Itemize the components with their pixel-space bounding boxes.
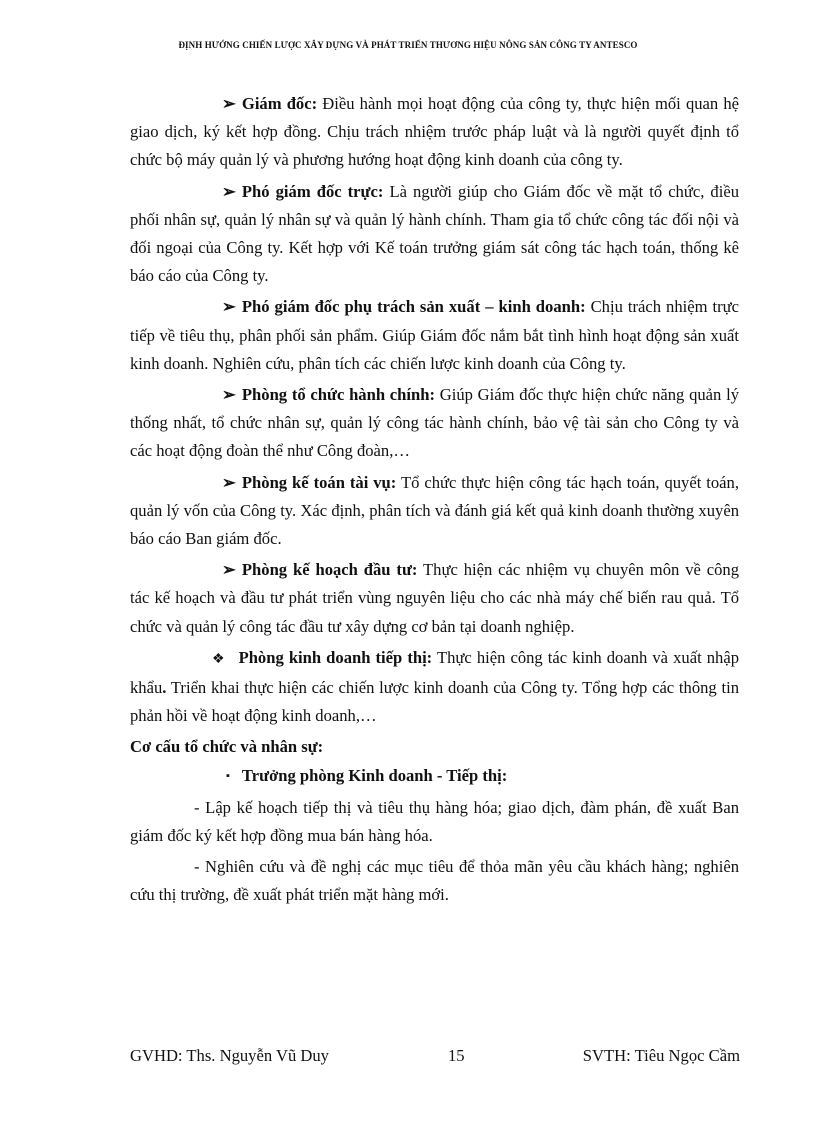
footer-student: SVTH: Tiêu Ngọc Cầm <box>582 1046 740 1065</box>
role-term: Phòng kế hoạch đầu tư: <box>241 560 418 580</box>
role-description: Điều hành mọi hoạt động của công ty, thực hiện mối quan hệ giao dịch, ký kết hợp đồng. Chịu trách nhiệm trước pháp luật và là người quyết định tổ chức bộ máy quản lý và phương hướng hoạt động kinh doanh của công ty. <box>130 94 740 170</box>
section-heading: Cơ cấu tổ chức và nhân sự: <box>130 737 324 757</box>
footer-supervisor: GVHD: Ths. Nguyễn Vũ Duy <box>130 1046 329 1065</box>
marketing-period: . <box>162 678 167 698</box>
arrow-bullet-icon: ➢ <box>222 94 236 113</box>
role-description: Thực hiện các nhiệm vụ chuyên môn về công tác kế hoạch và đầu tư phát triển vùng nguyên liệu cho các nhà máy chế biến rau quả. Tổ chức và quản lý công tác đầu tư xây dựng cơ bản tại doanh nghiệp. <box>130 560 739 636</box>
arrow-bullet-icon: ➢ <box>222 297 236 317</box>
marketing-term: Phòng kinh doanh tiếp thị: <box>238 647 433 667</box>
arrow-bullet-icon: ➢ <box>222 181 236 201</box>
subsection-heading <box>130 762 739 792</box>
role-term: Phó giám đốc trực: <box>241 181 384 201</box>
role-paragraph <box>130 293 739 378</box>
page-body <box>130 90 739 913</box>
duty-item: - Nghiên cứu và đề nghị các mục tiêu để thỏa mãn yêu cầu khách hàng; nghiên cứu thị trường, đề xuất phát triển mặt hàng mới. <box>130 857 739 905</box>
role-term: Phòng tổ chức hành chính: <box>241 385 435 405</box>
arrow-bullet-icon: ➢ <box>222 385 236 405</box>
marketing-description-start: Thực hiện công tác kinh doanh và xuất nhập khẩu <box>130 647 739 698</box>
marketing-description-end: Triển khai thực hiện các chiến lược kinh doanh của Công ty. Tổng hợp các thông tin phản hồi về hoạt động kinh doanh,… <box>130 678 739 726</box>
diamond-bullet-icon: ❖ <box>212 651 225 667</box>
subsection-title: Trưởng phòng Kinh doanh - Tiếp thị: <box>241 765 508 785</box>
duty-item: - Lập kế hoạch tiếp thị và tiêu thụ hàng hóa; giao dịch, đàm phán, đề xuất Ban giám đốc ký kết hợp đồng mua bán hàng hóa. <box>130 797 739 846</box>
arrow-bullet-icon: ➢ <box>222 472 236 492</box>
role-term: Phòng kế toán tài vụ: <box>241 472 397 492</box>
role-description: Tổ chức thực hiện công tác hạch toán, quyết toán, quản lý vốn của Công ty. Xác định, phân tích và đánh giá kết quả kinh doanh thường xuyên báo cáo Ban giám đốc. <box>130 472 739 549</box>
arrow-bullet-icon: ➢ <box>222 560 236 580</box>
running-header: ĐỊNH HƯỚNG CHIẾN LƯỢC XÂY DỰNG VÀ PHÁT TRIỂN THƯƠNG HIỆU NÔNG SẢN CÔNG TY ANTESCO <box>178 40 638 50</box>
role-paragraph <box>130 556 739 641</box>
role-term: Giám đốc: <box>241 94 318 113</box>
role-paragraph <box>130 469 739 554</box>
role-paragraph <box>130 178 739 291</box>
marketing-paragraph <box>130 644 739 731</box>
square-bullet-icon: ▪ <box>226 769 230 782</box>
page-footer <box>130 1046 740 1070</box>
page-number: 15 <box>448 1046 465 1065</box>
role-description: Giúp Giám đốc thực hiện chức năng quản lý thống nhất, tổ chức nhân sự, quản lý công tác hành chính, bảo vệ tài sản cho Công ty và các hoạt động đoàn thể như Công đoàn,… <box>130 385 739 461</box>
role-description: Chịu trách nhiệm trực tiếp về tiêu thụ, phân phối sản phẩm. Giúp Giám đốc nắm bắt tình hình hoạt động sản xuất kinh doanh. Nghiên cứu, phân tích các chiến lược kinh doanh của Công ty. <box>130 297 739 373</box>
role-term: Phó giám đốc phụ trách sản xuất – kinh doanh: <box>241 297 586 317</box>
role-paragraph <box>130 381 739 466</box>
role-description: Là người giúp cho Giám đốc về mặt tổ chức, điều phối nhân sự, quản lý nhân sự và quản lý hành chính. Tham gia tổ chức công tác đối nội và đối ngoại của Công ty. Kết hợp với Kế toán trưởng giám sát công tác hạch toán, thống kê báo cáo của Công ty. <box>130 181 739 286</box>
role-paragraph <box>130 90 739 175</box>
